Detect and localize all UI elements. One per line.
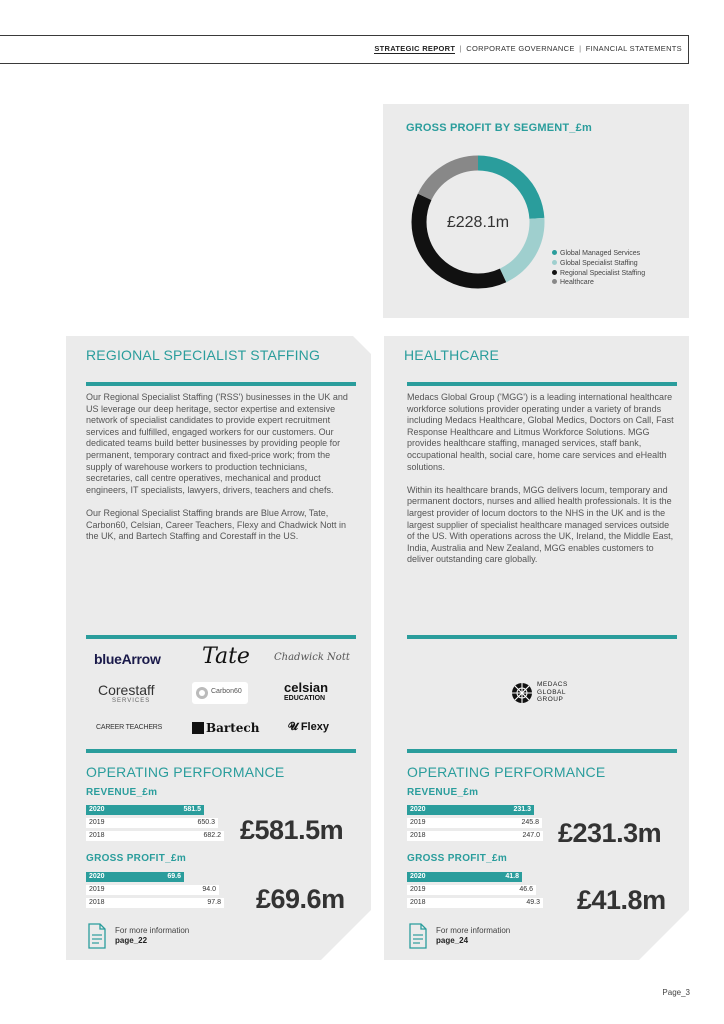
legend-label: Healthcare (560, 279, 594, 287)
flexy-label: Flexy (300, 721, 329, 733)
legend-label: Regional Specialist Staffing (560, 269, 646, 277)
bar-row-2020 (407, 872, 543, 882)
career-teachers-logo: CAREER TEACHERS (96, 724, 163, 731)
rss-brands-rule-bottom (86, 749, 356, 753)
bar-row-2018 (407, 898, 543, 908)
chart-legend (552, 249, 645, 288)
bar-row-2018 (407, 831, 543, 841)
bar-value: 97.8 (207, 899, 221, 906)
gross-profit-donut-chart (405, 149, 551, 295)
medacs-logo-line-1: MEDACS (537, 681, 568, 688)
medacs-globe-icon (510, 681, 534, 705)
nav-separator: | (579, 44, 582, 53)
corner-fold-top (353, 336, 371, 354)
rss-paragraph-2: Our Regional Specialist Staffing brands are Blue Arrow, Tate, Carbon60, Celsian, Career Teachers, Flexy and Chadwick Nott in the UK, and Bartech Staffing and Corestaff in the US. (86, 507, 346, 542)
medacs-logo-line-3: GROUP (537, 696, 564, 703)
top-nav-bar (0, 35, 689, 64)
hc-paragraph-1: Medacs Global Group ('MGG') is a leading international healthcare workforce solutions provider operating under a variety of brands including Medacs Healthcare, Global Medics, Doctors on Call, Fast Response Healthcare and Litmus Workforce Solutions. MGG provides healthcare staffing, managed services, staff bank, occupational health, social care, home care services and eHealth solutions. (407, 392, 674, 472)
bar-year: 2018 (89, 899, 105, 906)
bar-value: 49.3 (526, 899, 540, 906)
rss-brands-rule-top (86, 635, 356, 639)
gross-profit-chart-panel (383, 104, 689, 318)
celsian-logo: celsian (284, 680, 329, 695)
chart-center-label: £228.1m (446, 214, 510, 231)
rss-brand-logos (86, 644, 356, 744)
hc-gp-title: GROSS PROFIT_£m (407, 853, 508, 864)
carbon60-mark-icon (195, 686, 209, 700)
legend-item (552, 259, 645, 269)
bar-row-2020 (86, 872, 224, 882)
carbon60-label: Carbon60 (211, 688, 242, 695)
hc-brands-rule-top (407, 635, 677, 639)
bartech-label: Bartech (206, 721, 260, 735)
legend-swatch (552, 279, 557, 284)
legend-label: Global Managed Services (560, 250, 641, 257)
bar-row-2019 (86, 818, 224, 828)
rss-revenue-title: REVENUE_£m (86, 787, 158, 798)
nav-strategic-report[interactable]: STRATEGIC REPORT (374, 44, 456, 53)
chadwick-nott-logo: Chadwick Nott (274, 652, 350, 663)
more-info-label: For more information (436, 926, 511, 935)
legend-label: Global Specialist Staffing (560, 259, 638, 267)
more-info-page-link[interactable]: page_22 (115, 936, 148, 945)
rss-panel (66, 336, 371, 960)
section-nav (374, 44, 682, 53)
hc-revenue-big: £231.3m (558, 818, 662, 848)
medacs-logo-line-2: GLOBAL (537, 688, 567, 696)
document-icon (407, 922, 429, 950)
bar-value: 69.6 (167, 873, 181, 880)
bar-row-2019 (407, 885, 543, 895)
nav-corporate-governance[interactable]: CORPORATE GOVERNANCE (466, 44, 575, 53)
rss-title-rule (86, 382, 356, 386)
legend-swatch (552, 270, 557, 275)
bar-year: 2018 (410, 832, 426, 839)
legend-item (552, 249, 645, 259)
corestaff-sub: SERVICES (112, 698, 151, 704)
rss-gp-big: £69.6m (256, 884, 345, 914)
bar-value: 682.2 (203, 832, 221, 839)
bar-row-2020 (86, 805, 224, 815)
celsian-sub: EDUCATION (284, 695, 326, 702)
bar-year: 2019 (89, 886, 105, 893)
bar-row-2019 (407, 818, 543, 828)
hc-op-title: OPERATING PERFORMANCE (407, 764, 606, 780)
legend-swatch (552, 250, 557, 255)
bar-value: 650.3 (197, 819, 215, 826)
more-info-label: For more information (115, 926, 190, 935)
medacs-logo (510, 681, 590, 709)
bar-value: 581.5 (183, 806, 201, 813)
bartech-mark-icon (192, 722, 204, 734)
bar-year: 2019 (410, 819, 426, 826)
corner-fold-bottom (321, 910, 371, 960)
bar-year: 2018 (410, 899, 426, 906)
bar-year: 2020 (410, 873, 426, 880)
document-icon (86, 922, 108, 950)
bar-year: 2020 (89, 873, 105, 880)
bar-row-2020 (407, 805, 543, 815)
nav-separator: | (459, 44, 462, 53)
rss-gp-title: GROSS PROFIT_£m (86, 853, 187, 864)
hc-paragraph-2: Within its healthcare brands, MGG delivers locum, temporary and permanent doctors, nurses and allied health professionals. It is the largest provider of locum doctors to the NHS in the UK and is the largest supplier of specialist healthcare managed services outside of the US. With operations across the UK, Ireland, the Middle East, India, Australia and New Zealand, MGG enables customers to deliver outstanding care globally. (407, 484, 674, 565)
more-info-page-link[interactable]: page_24 (436, 936, 469, 945)
blue-arrow-logo: blueArrow (94, 651, 161, 667)
nav-financial-statements[interactable]: FINANCIAL STATEMENTS (585, 44, 682, 53)
rss-body (86, 392, 354, 554)
bar-row-2018 (86, 831, 224, 841)
bar-row-2019 (86, 885, 224, 895)
bar-value: 231.3 (513, 806, 531, 813)
bar-value: 41.8 (505, 873, 519, 880)
bar-year: 2018 (89, 832, 105, 839)
hc-brands-rule-bottom (407, 749, 677, 753)
flexy-logo (288, 721, 329, 734)
bar-value: 46.6 (519, 886, 533, 893)
bar-year: 2020 (89, 806, 105, 813)
chart-title: GROSS PROFIT BY SEGMENT_£m (406, 122, 592, 134)
legend-swatch (552, 260, 557, 265)
tate-logo: Tate (202, 644, 250, 669)
hc-body (407, 392, 675, 578)
bar-year: 2019 (410, 886, 426, 893)
legend-item (552, 278, 645, 288)
corestaff-logo: Corestaff (98, 682, 155, 698)
hc-title-rule (407, 382, 677, 386)
bar-row-2018 (86, 898, 224, 908)
flexy-mark-icon: 𝓤 (288, 721, 301, 733)
bar-value: 94.0 (202, 886, 216, 893)
legend-item (552, 269, 645, 279)
bar-value: 247.0 (522, 832, 540, 839)
bartech-logo (192, 719, 259, 737)
hc-gp-big: £41.8m (577, 885, 666, 915)
bar-value: 245.8 (521, 819, 539, 826)
bar-year: 2019 (89, 819, 105, 826)
bar-year: 2020 (410, 806, 426, 813)
page-number: Page_3 (662, 988, 690, 997)
carbon60-logo (192, 682, 248, 704)
rss-op-title: OPERATING PERFORMANCE (86, 764, 285, 780)
rss-title: REGIONAL SPECIALIST STAFFING (86, 347, 321, 363)
healthcare-panel (384, 336, 689, 960)
hc-title: HEALTHCARE (404, 347, 500, 363)
corner-fold-bottom (639, 910, 689, 960)
rss-paragraph-1: Our Regional Specialist Staffing ('RSS') businesses in the UK and US leverage our deep heritage, sector expertise and extensive network of specialist candidates to provide expert recruitment services and fulfilled, engaged workers for our customers. Our dedicated teams build better businesses by providing people for permanent, temporary contract and fixed-price work; from the supply of warehouse workers to production technicians, secretaries, call centre operatives, mechanical and product engineers, IT specialists, lawyers, drivers, teachers and chefs. (86, 392, 348, 495)
rss-revenue-big: £581.5m (240, 815, 344, 845)
hc-revenue-title: REVENUE_£m (407, 787, 479, 798)
